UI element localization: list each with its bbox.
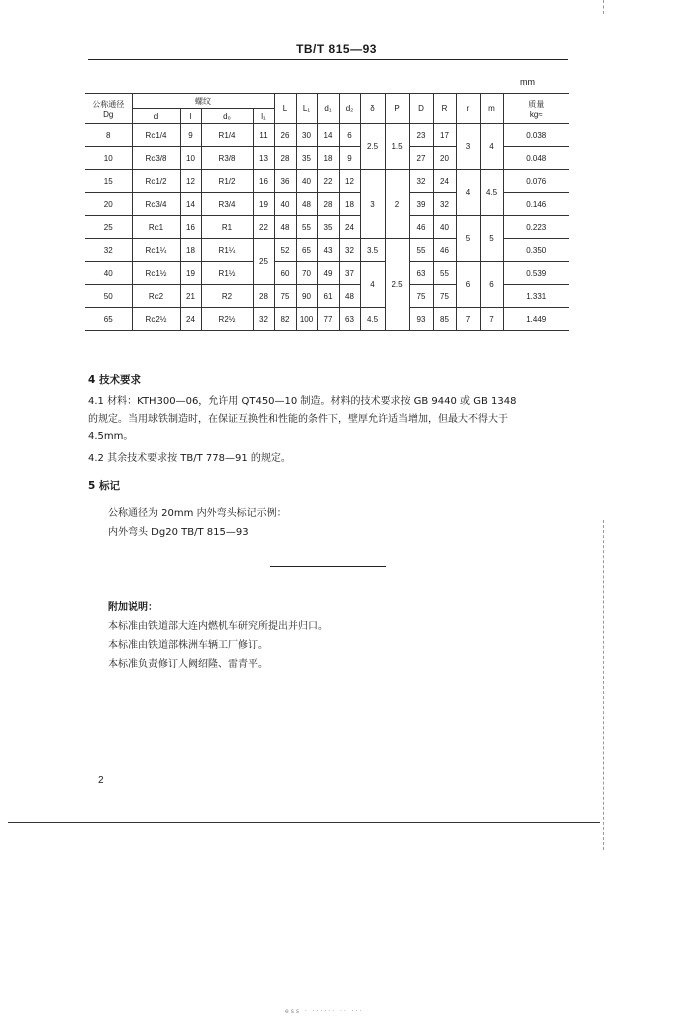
header-R: R bbox=[433, 94, 456, 124]
header-delta: δ bbox=[360, 94, 385, 124]
header-d: d bbox=[132, 109, 180, 124]
P-merged: 1.5 bbox=[385, 124, 409, 170]
delta-cell: 4.5 bbox=[360, 308, 385, 331]
r-cell: 7 bbox=[456, 308, 480, 331]
dimension-table bbox=[85, 93, 569, 331]
m-merged: 4 bbox=[480, 124, 503, 170]
table-row: 40 Rc1½ 19 R1½ 60 70 49 37 4 63 55 6 6 0.539 bbox=[85, 262, 569, 285]
scan-edge-mark bbox=[603, 0, 604, 14]
delta-cell: 3.5 bbox=[360, 239, 385, 262]
table-row: 10 Rc3/8 10 R3/8 13 28 35 18 9 27 20 0.048 bbox=[85, 147, 569, 170]
header-d0: d₀ bbox=[201, 109, 253, 124]
P-merged: 2 bbox=[385, 170, 409, 239]
header-thread: 螺纹 bbox=[132, 94, 274, 109]
scan-edge-mark bbox=[603, 520, 604, 850]
header-L1: L₁ bbox=[296, 94, 317, 124]
notes-line: 本标准由铁道部株洲车辆工厂修订。 bbox=[108, 640, 268, 651]
unit-label: mm bbox=[520, 77, 535, 87]
m-merged: 5 bbox=[480, 216, 503, 262]
r-merged: 4 bbox=[456, 170, 480, 216]
bottom-rule bbox=[8, 822, 600, 823]
section-4-heading: 4 技术要求 bbox=[88, 374, 141, 386]
section-4-1-paragraph: 4.1 材料：KTH300—06，允许用 QT450—10 制造。材料的技术要求按 GB 9440 或 GB 1348 的规定。当用球铁制造时，在保证互换性和性能的条件下，壁厚允许适当增加，但最大不得大于 4.5mm。 bbox=[88, 396, 517, 442]
table-row: 32 Rc1¼ 18 R1¼ 25 52 65 43 32 3.5 2.5 55 46 0.350 bbox=[85, 239, 569, 262]
scan-footer-mark: ess · ······ ·· ··· bbox=[285, 1008, 364, 1015]
notes-title: 附加说明： bbox=[108, 602, 158, 613]
header-l: l bbox=[180, 109, 201, 124]
delta-merged: 3 bbox=[360, 170, 385, 239]
notes-line: 本标准由铁道部大连内燃机车研究所提出并归口。 bbox=[108, 621, 328, 632]
header-r: r bbox=[456, 94, 480, 124]
page-header-title: TB/T 815—93 bbox=[296, 42, 377, 56]
header-d1: d₁ bbox=[317, 94, 339, 124]
header-m: m bbox=[480, 94, 503, 124]
section-5-heading: 5 标记 bbox=[88, 480, 120, 492]
table-row: 65 Rc2½ 24 R2½ 32 82 100 77 63 4.5 93 85 7 7 1.449 bbox=[85, 308, 569, 331]
page-number: 2 bbox=[98, 775, 104, 786]
table-header-row bbox=[85, 94, 569, 109]
table-row: 50 Rc2 21 R2 28 75 90 61 48 75 75 1.331 bbox=[85, 285, 569, 308]
section-4-2-paragraph: 4.2 其余技术要求按 TB/T 778—91 的规定。 bbox=[88, 453, 291, 464]
header-l1: l₁ bbox=[253, 109, 274, 124]
m-cell: 7 bbox=[480, 308, 503, 331]
section-divider bbox=[270, 566, 386, 567]
table-row: 20 Rc3/4 14 R3/4 19 40 48 28 18 39 32 0.146 bbox=[85, 193, 569, 216]
delta-merged: 4 bbox=[360, 262, 385, 308]
table-row: 15 Rc1/2 12 R1/2 16 36 40 22 12 3 2 32 24 4 4.5 0.076 bbox=[85, 170, 569, 193]
P-merged: 2.5 bbox=[385, 239, 409, 331]
header-d2: d₂ bbox=[339, 94, 360, 124]
r-merged: 6 bbox=[456, 262, 480, 308]
delta-merged: 2.5 bbox=[360, 124, 385, 170]
header-nominal: 公称通径 Dg bbox=[85, 94, 132, 124]
header-mass: 质量 kg≈ bbox=[503, 94, 569, 124]
header-rule bbox=[88, 59, 568, 60]
table-row: 8 Rc1/4 9 R1/4 11 26 30 14 6 2.5 1.5 23 17 3 4 0.038 bbox=[85, 124, 569, 147]
r-merged: 5 bbox=[456, 216, 480, 262]
marking-example-intro: 公称通径为 20mm 内外弯头标记示例： bbox=[108, 508, 287, 519]
m-merged: 4.5 bbox=[480, 170, 503, 216]
m-merged: 6 bbox=[480, 262, 503, 308]
table-row: 25 Rc1 16 R1 22 48 55 35 24 46 40 5 5 0.223 bbox=[85, 216, 569, 239]
header-P: P bbox=[385, 94, 409, 124]
header-D: D bbox=[409, 94, 433, 124]
marking-example: 内外弯头 Dg20 TB/T 815—93 bbox=[108, 527, 249, 538]
notes-line: 本标准负责修订人阙绍隆、雷青平。 bbox=[108, 659, 268, 670]
r-merged: 3 bbox=[456, 124, 480, 170]
header-L: L bbox=[274, 94, 296, 124]
l1-merged: 25 bbox=[253, 239, 274, 285]
